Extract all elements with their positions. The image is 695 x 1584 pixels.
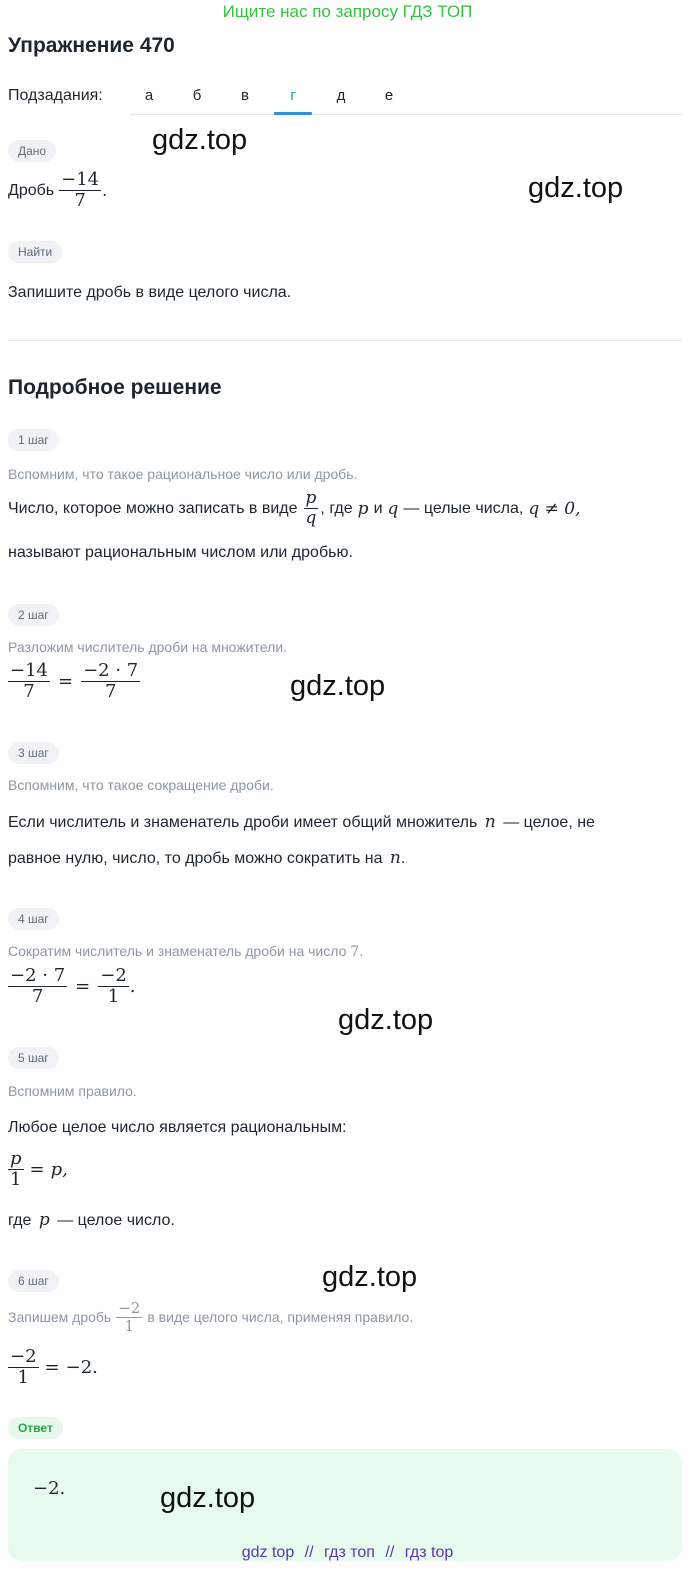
step-3-text-a: Если числитель и знаменатель дроби имеет общий множитель	[8, 814, 478, 831]
step-6-hint-text-a: Запишем дробь	[8, 1309, 112, 1326]
equals-sign: =	[75, 976, 91, 998]
step-5-rhs: p,	[50, 1159, 68, 1181]
step-4-rhs	[98, 966, 129, 1007]
fraction-numerator: −2	[10, 1346, 37, 1367]
step-1-fraction	[304, 489, 319, 528]
step-1-hint: Вспомним, что такое рациональное число или дробь.	[8, 466, 358, 482]
step-3-line2	[8, 847, 405, 870]
footer-links	[0, 1544, 695, 1562]
given-prefix: Дробь	[8, 181, 55, 199]
solution-title: Подробное решение	[8, 376, 222, 399]
step-6-hint-fraction	[116, 1300, 142, 1335]
step-5-var-p: p	[38, 1210, 50, 1230]
fraction-numerator: p	[305, 488, 317, 508]
fraction-denominator: 1	[116, 1317, 142, 1335]
watermark: gdz.top	[528, 172, 624, 204]
step-1-pill: 1 шаг	[8, 429, 59, 451]
step-3-text-c: равное нулю, число, то дробь можно сократить на	[8, 850, 383, 867]
step-4-hint-text: Сократим числитель и знаменатель дроби на число	[8, 943, 347, 959]
step-5-text-b: — целое число.	[57, 1212, 175, 1229]
step-5-fraction	[8, 1149, 24, 1190]
watermark: gdz.top	[322, 1261, 418, 1293]
step-1-text-b: , где	[320, 499, 353, 517]
step-3-text-b: — целое, не	[503, 814, 595, 831]
tab-g[interactable]: г	[290, 87, 296, 104]
answer-pill: Ответ	[8, 1417, 63, 1439]
step-4-hint-number: 7.	[350, 944, 364, 960]
watermark: gdz.top	[152, 124, 248, 156]
find-text: Запишите дробь в виде целого числа.	[8, 284, 292, 301]
fraction-numerator: −2 · 7	[10, 965, 66, 986]
step-5-formula	[8, 1149, 68, 1190]
tab-d[interactable]: д	[336, 87, 346, 104]
fraction-denominator: 7	[81, 681, 140, 703]
tabs-divider	[130, 114, 682, 115]
step-4-lhs	[8, 966, 67, 1007]
watermark: gdz.top	[160, 1482, 256, 1514]
fraction-denominator: 1	[8, 1169, 24, 1191]
fraction-denominator: 1	[8, 1367, 39, 1389]
watermark: gdz.top	[338, 1004, 434, 1036]
step-6-hint	[8, 1300, 413, 1335]
fraction-denominator: 1	[98, 986, 129, 1008]
fraction-denominator: q	[305, 507, 317, 528]
step-2-lhs	[8, 661, 50, 702]
step-3-pill: 3 шаг	[8, 742, 59, 764]
step-6-lhs	[8, 1347, 39, 1388]
subtasks-label: Подзадания:	[8, 87, 103, 104]
fraction-numerator: −2 · 7	[83, 660, 139, 681]
find-pill: Найти	[8, 241, 62, 263]
step-6-pill: 6 шаг	[8, 1270, 59, 1292]
page-title: Упражнение 470	[8, 34, 175, 57]
step-5-text-a: где	[8, 1212, 32, 1229]
step-4-period: .	[129, 976, 136, 998]
step-1-text-a: Число, которое можно записать в виде	[8, 499, 298, 517]
step-5-pill: 5 шаг	[8, 1047, 59, 1069]
step-3-line1	[8, 811, 595, 834]
tab-a[interactable]: а	[144, 87, 154, 104]
footer-link-3[interactable]: гдз top	[404, 1544, 454, 1561]
equals-sign: =	[29, 1159, 45, 1181]
given-text	[8, 170, 107, 211]
step-1-and: и	[373, 499, 383, 517]
step-3-hint: Вспомним, что такое сокращение дроби.	[8, 777, 274, 793]
step-1-var-p: p	[357, 498, 369, 519]
step-2-pill: 2 шаг	[8, 604, 59, 626]
fraction-numerator: −2	[100, 965, 127, 986]
given-fraction	[59, 170, 101, 211]
step-5-line1: Любое целое число является рациональным:	[8, 1119, 347, 1136]
footer-separator: //	[385, 1544, 395, 1561]
fraction-denominator: 7	[59, 190, 101, 212]
step-6-formula	[8, 1347, 98, 1388]
watermark: gdz.top	[290, 670, 386, 702]
step-6-hint-text-b: в виде целого числа, применяя правило.	[147, 1309, 414, 1326]
tab-v[interactable]: в	[241, 87, 249, 104]
tab-b[interactable]: б	[192, 87, 202, 104]
answer-value: −2.	[33, 1478, 66, 1499]
fraction-numerator: −14	[61, 169, 100, 190]
fraction-denominator: 7	[8, 986, 67, 1008]
given-suffix: .	[102, 180, 108, 200]
section-divider	[8, 340, 682, 341]
step-2-hint: Разложим числитель дроби на множители.	[8, 639, 287, 655]
step-5-hint: Вспомним правило.	[8, 1083, 137, 1099]
equals-sign: =	[58, 671, 74, 693]
fraction-denominator: 7	[8, 681, 50, 703]
given-pill: Дано	[8, 140, 56, 162]
step-1-line2: называют рациональным числом или дробью.	[8, 544, 353, 561]
step-4-formula	[8, 966, 136, 1007]
active-tab-indicator	[274, 112, 312, 115]
step-1-line1	[8, 489, 580, 528]
step-2-formula	[8, 661, 140, 702]
fraction-numerator: −14	[10, 660, 48, 681]
footer-separator: //	[304, 1544, 314, 1561]
footer-link-1[interactable]: gdz top	[241, 1544, 295, 1561]
equals-sign: =	[44, 1357, 60, 1379]
step-6-rhs: −2.	[65, 1357, 98, 1379]
step-1-condition: q ≠ 0,	[528, 498, 581, 519]
step-4-pill: 4 шаг	[8, 908, 59, 930]
step-1-text-c: — целые числа,	[403, 499, 524, 517]
fraction-numerator: −2	[118, 1299, 141, 1317]
step-3-var-n-2: n	[389, 848, 401, 868]
footer-link-2[interactable]: гдз топ	[324, 1544, 375, 1561]
search-banner: Ищите нас по запросу ГДЗ ТОП	[222, 2, 473, 21]
step-2-rhs	[81, 661, 140, 702]
step-4-hint	[8, 941, 364, 962]
step-1-var-q: q	[387, 498, 399, 519]
step-3-var-n: n	[484, 812, 496, 832]
step-5-line3	[8, 1209, 175, 1232]
tab-e[interactable]: е	[384, 87, 394, 104]
step-3-period: .	[400, 850, 406, 867]
fraction-numerator: p	[10, 1148, 22, 1169]
